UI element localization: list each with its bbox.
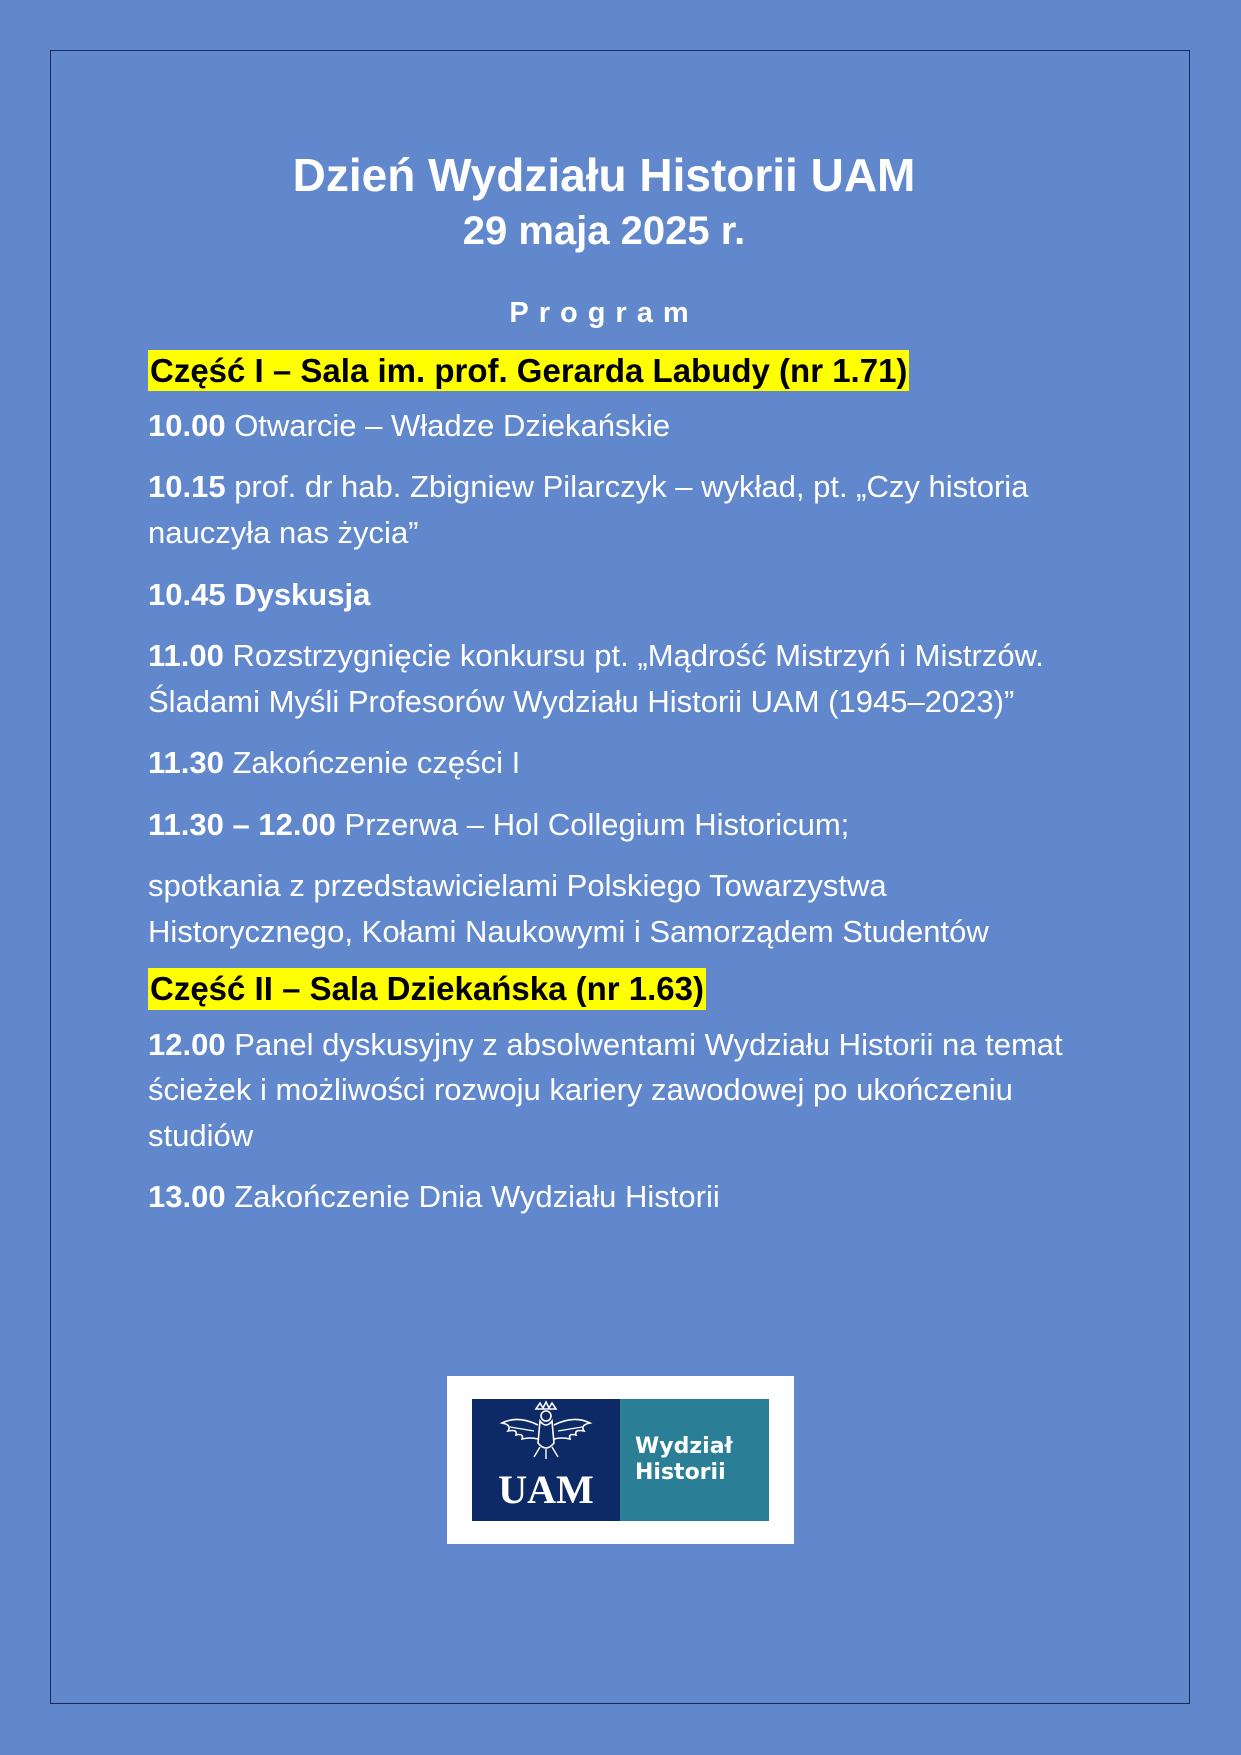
agenda-time: 11.30 – 12.00 <box>148 806 336 842</box>
program-label: Program <box>509 296 699 329</box>
event-date: 29 maja 2025 r. <box>462 208 746 253</box>
logo-inner <box>472 1399 769 1521</box>
agenda-item <box>148 403 1088 449</box>
part-2-heading-wrap <box>148 968 1088 1009</box>
faculty-name-line1: Wydział <box>635 1433 733 1459</box>
agenda-text: prof. dr hab. Zbigniew Pilarczyk – wykład, pt. „Czy historia nauczyła nas życia” <box>148 469 1029 550</box>
agenda-text: Zakończenie Dnia Wydziału Historii <box>225 1179 720 1215</box>
agenda-text: Przerwa – Hol Collegium Historicum; <box>335 806 850 842</box>
agenda-time: 13.00 <box>148 1179 226 1215</box>
agenda-time: 10.45 Dyskusja <box>148 576 371 612</box>
agenda-item <box>148 740 1088 786</box>
agenda-item <box>148 464 1088 555</box>
program-content <box>148 150 1088 1220</box>
part-1-heading: Część I – Sala im. prof. Gerarda Labudy (nr 1.71) <box>148 350 909 391</box>
faculty-name-line2: Historii <box>635 1460 726 1485</box>
break-note: spotkania z przedstawicielami Polskiego Towarzystwa Historycznego, Kołami Naukowymi i Samorządem Studentów <box>148 868 989 949</box>
faculty-logo <box>447 1376 794 1544</box>
agenda-time: 11.00 <box>148 638 224 674</box>
faculty-name <box>620 1399 769 1521</box>
agenda-item <box>148 802 1088 848</box>
agenda-time: 10.00 <box>148 407 226 443</box>
eagle-icon <box>472 1399 620 1521</box>
page-title: Dzień Wydziału Historii UAM <box>292 149 916 201</box>
agenda-item <box>148 1022 1088 1159</box>
uam-mark-text: UAM <box>498 1467 594 1512</box>
agenda-item <box>148 633 1088 724</box>
agenda-time: 11.30 <box>148 745 224 781</box>
agenda-item <box>148 572 1088 618</box>
agenda-text: Rozstrzygnięcie konkursu pt. „Mądrość Mistrzyń i Mistrzów. Śladami Myśli Profesorów Wydziału Historii UAM (1945–2023)” <box>148 638 1044 719</box>
part-2-heading: Część II – Sala Dziekańska (nr 1.63) <box>148 968 706 1009</box>
agenda-text: Otwarcie – Władze Dziekańskie <box>225 407 671 443</box>
agenda-text: Zakończenie części I <box>223 745 521 781</box>
agenda-item <box>148 1174 1088 1220</box>
agenda-text: Panel dyskusyjny z absolwentami Wydziału Historii na temat ścieżek i możliwości rozwoju kariery zawodowej po ukończeniu studiów <box>148 1026 1063 1153</box>
agenda-time: 12.00 <box>148 1026 226 1062</box>
part-1-heading-wrap <box>148 350 1088 391</box>
uam-eagle-mark <box>472 1399 620 1521</box>
agenda-time: 10.15 <box>148 469 226 505</box>
